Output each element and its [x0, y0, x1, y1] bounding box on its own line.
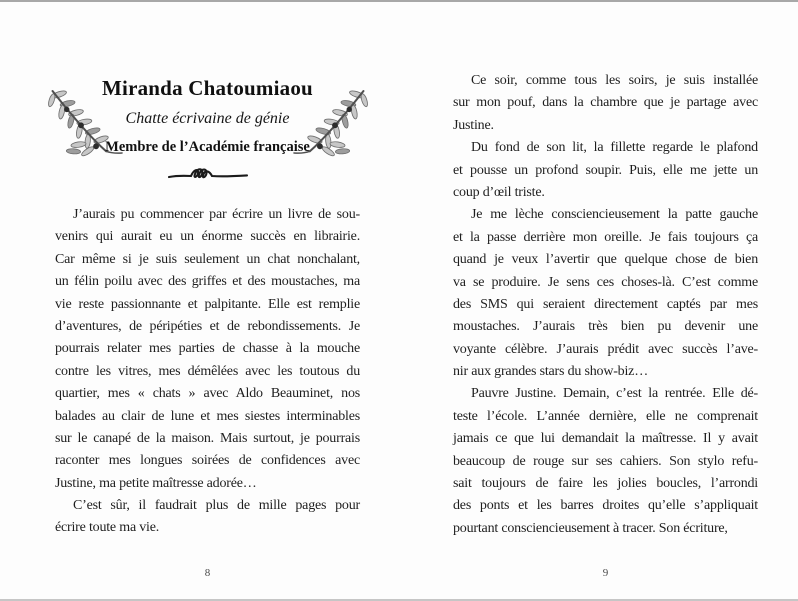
- page-left-text: [55, 204, 360, 540]
- text-line: vie reste passionnante et palpitante. Elle est remplie: [55, 296, 360, 312]
- text-line: contre les vitres, mes démêlées avec les toutous du: [55, 363, 360, 379]
- text-line: C’est sûr, il faudrait plus de mille pages pour: [73, 498, 360, 514]
- text-line: balades au clair de lune et mes siestes interminables: [55, 408, 360, 424]
- text-line: Pauvre Justine. Demain, c’est la rentrée. Elle dé-: [471, 386, 758, 402]
- text-line: teste l’école. L’année dernière, elle ne comprenait: [453, 408, 758, 424]
- text-line: sur le canapé de la maison. Mais surtout, je pourrais: [55, 430, 360, 446]
- text-line: beaucoup de rouge sur ses cahiers. Son stylo refu-: [453, 453, 758, 469]
- text-line: sait toujours de faire les jolies boucles, l’arrondi: [453, 476, 758, 492]
- text-line: voyante célèbre. J’aurais prédit avec succès l’ave-: [453, 341, 758, 357]
- text-line: va se produire. Je sens ces choses-là. C’est comme: [453, 274, 758, 290]
- text-line: des ponts et les barres droites qu’elle s’appliquait: [453, 498, 758, 514]
- calligraphic-flourish-icon: [55, 166, 360, 191]
- text-line: des SMS qui seraient directement captés par mes: [453, 296, 758, 312]
- text-line: coup d’œil triste.: [453, 184, 545, 200]
- text-line: raconter mes longues soirées de confidences avec: [55, 453, 360, 469]
- chapter-subtitle: Chatte écrivaine de génie: [125, 110, 290, 127]
- text-line: J’aurais pu commencer par écrire un livre de sou-: [73, 207, 360, 222]
- text-line: d’aventures, de péripéties et de rebondissements. Je: [55, 318, 360, 334]
- page-right: [453, 0, 758, 601]
- chapter-affiliation: Membre de l’Académie française: [105, 139, 310, 155]
- page-number-right: 9: [602, 567, 609, 579]
- text-line: jamais ce que lui demandait la maîtresse. Il y avait: [453, 431, 758, 447]
- text-line: pourtant consciencieusement à tracer. Son écriture,: [453, 520, 728, 536]
- text-line: Car même si je suis seulement un chat nonchalant,: [55, 251, 360, 267]
- text-line: nir aux grandes stars du show-biz…: [453, 364, 648, 380]
- text-line: sur mon pouf, dans la chambre que je partage avec: [453, 95, 758, 111]
- text-line: quartier, mes « chats » avec Aldo Beauminet, nos: [55, 386, 360, 402]
- chapter-title: Miranda Chatoumiaou: [102, 76, 313, 100]
- text-line: Du fond de son lit, la fillette regarde le plafond: [471, 140, 758, 156]
- text-line: écrire toute ma vie.: [55, 520, 160, 536]
- text-line: moustaches. J’aurais très bien pu devenir une: [453, 319, 758, 335]
- text-line: Justine, ma petite maîtresse adorée…: [55, 475, 257, 491]
- page-left: [55, 0, 360, 601]
- text-line: un félin poilu avec des griffes et des moustaches, ma: [55, 274, 360, 290]
- text-line: Justine.: [453, 117, 494, 133]
- text-line: pourrais relater mes parties de chasse à la mouche: [55, 341, 360, 357]
- text-line: quand je veux l’avertir que quelque chose de bien: [453, 252, 758, 268]
- text-line: Je me lèche consciencieusement la patte gauche: [471, 207, 758, 223]
- page-number-left: 8: [204, 567, 211, 579]
- text-line: Ce soir, comme tous les soirs, je suis installée: [471, 73, 758, 88]
- page-right-text: [453, 70, 758, 540]
- text-line: et la passe derrière mon oreille. Je fais toujours ça: [453, 229, 758, 245]
- text-line: venirs qui aurait eu un énorme succès en librairie.: [55, 229, 360, 245]
- text-line: et pousse un profond soupir. Puis, elle me jette un: [453, 162, 758, 178]
